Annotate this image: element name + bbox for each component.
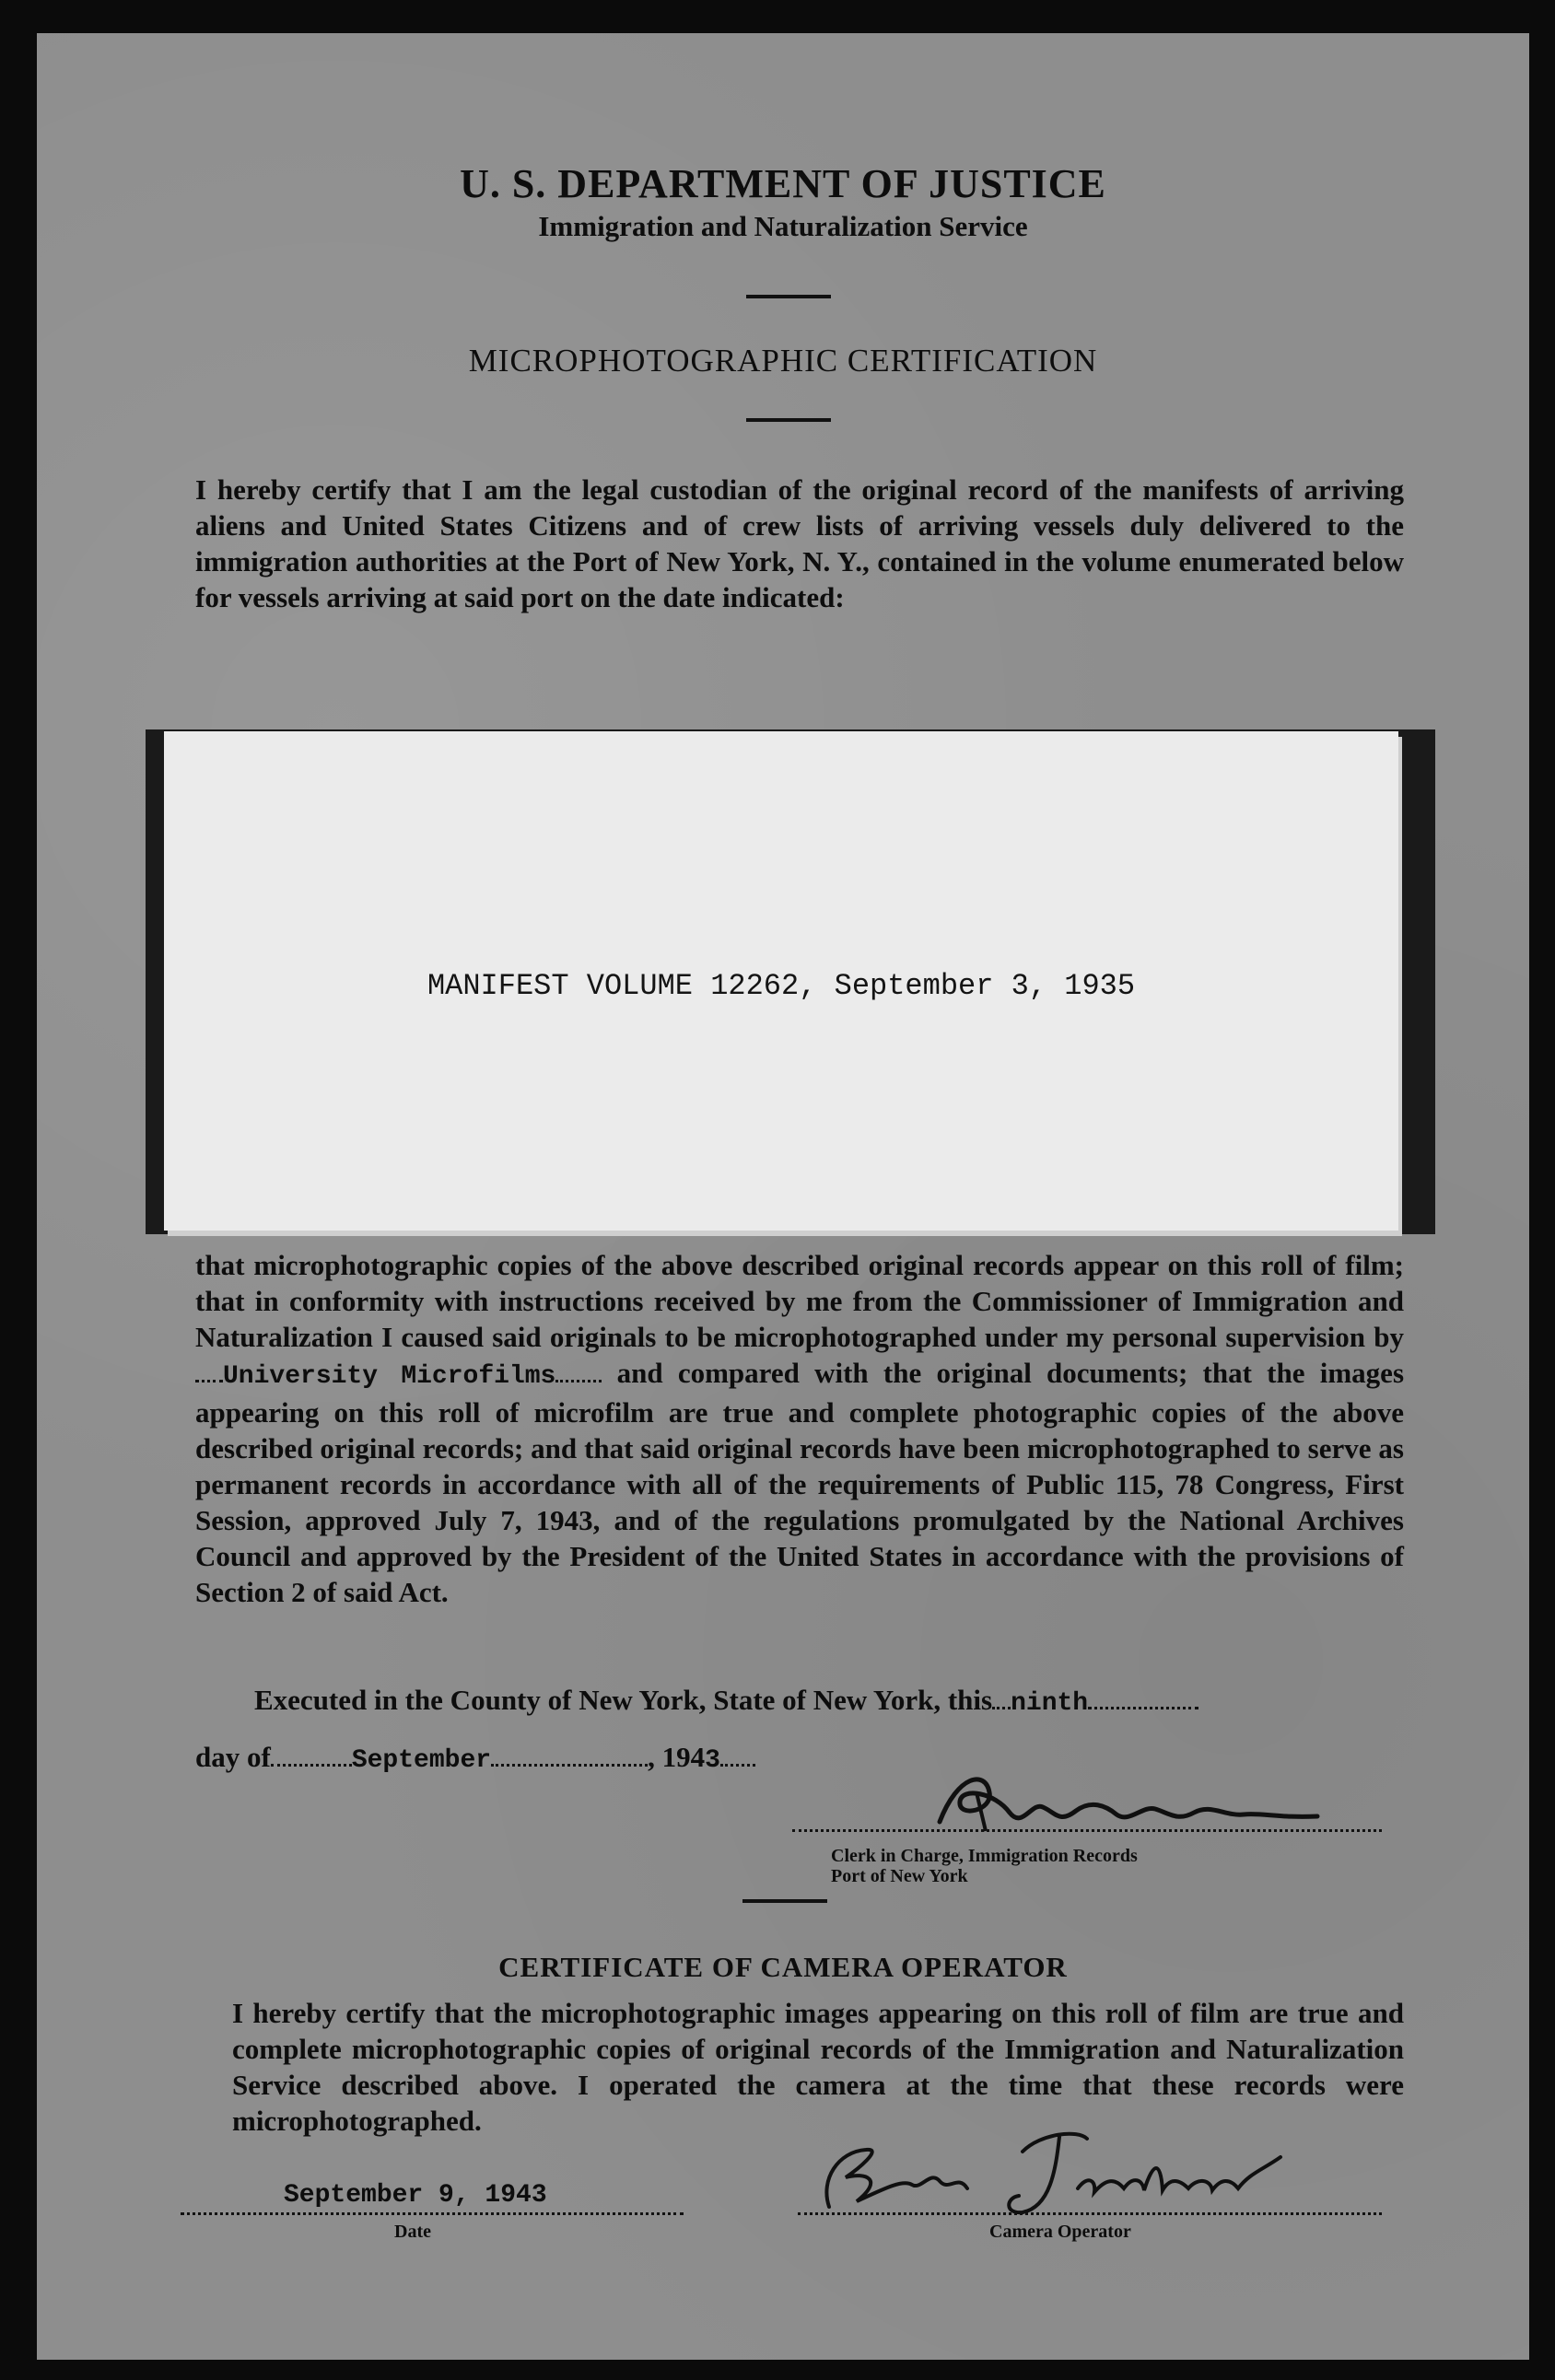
date-label: Date: [394, 2222, 431, 2242]
camera-operator-signature: [801, 2124, 1317, 2225]
body-text-part2: and compared with the original documents; that the images appearing on this roll of microfilm are true and complete photographic copies of the above described original records; and that said original records have been microphotographed to serve as permanent records in accordance with all of the requirements of Public 115, 78 Congress, First Session, approved July 7, 1943, and of the regulations promulgated by the National Archives Council and approved by the President of the United States in accordance with the provisions of Section 2 of said Act.: [195, 1357, 1405, 1608]
microfilm-company: University Microfilms: [223, 1362, 556, 1391]
camera-operator-label: Camera Operator: [989, 2222, 1131, 2242]
day-of-label: day of: [195, 1741, 271, 1773]
service-subheading: Immigration and Naturalization Service: [538, 210, 1028, 242]
camera-operator-paragraph: I hereby certify that the microphotographic images appearing on this roll of film are true and complete microphotographic copies of original records of the Immigration and Naturalization Service described above. I operated the camera at the time that these records were microphotographed.: [232, 1997, 1404, 2137]
clerk-signature-line: [792, 1829, 1382, 1832]
execution-line: [254, 1682, 1198, 1722]
execution-date-line: [195, 1739, 755, 1779]
body-text-part1: that microphotographic copies of the above described original records appear on this roll of film; that in conformity with instructions received by me from the Commissioner of Immigration and Naturalization I caused said originals to be microphotographed under my personal supervision by: [195, 1249, 1404, 1353]
execution-day: ninth: [1011, 1689, 1089, 1718]
divider-rule: [742, 1899, 827, 1903]
manifest-label: MANIFEST VOLUME 12262, September 3, 1935: [427, 969, 1136, 1003]
certification-title: MICROPHOTOGRAPHIC CERTIFICATION: [468, 343, 1098, 379]
clerk-title-line1: Clerk in Charge, Immigration Records: [831, 1846, 1138, 1866]
year-digit: 3: [705, 1746, 720, 1775]
clerk-title: [831, 1846, 1138, 1886]
fill-line: [720, 1740, 755, 1767]
execution-text: Executed in the County of New York, State of New York, this: [254, 1684, 993, 1716]
divider-rule: [746, 418, 831, 422]
manifest-card: [164, 731, 1398, 1231]
body-paragraph: [195, 1247, 1404, 1610]
fill-line: [195, 1356, 223, 1382]
fill-line: [1088, 1683, 1198, 1709]
clerk-signature: [921, 1765, 1354, 1848]
intro-paragraph: I hereby certify that I am the legal custodian of the original record of the manifests of arriving aliens and United States Citizens and of crew lists of arriving vessels duly delivered to the immigration authorities at the Port of New York, N. Y., contained in the volume enumerated below for vessels arriving at said port on the date indicated:: [195, 473, 1404, 613]
execution-month: September: [351, 1746, 492, 1775]
operator-date: September 9, 1943: [284, 2181, 547, 2210]
year-prefix: , 194: [648, 1741, 706, 1773]
date-line: [181, 2212, 684, 2215]
fill-line: [271, 1740, 352, 1767]
fill-line: [992, 1683, 1011, 1709]
signature-line: [798, 2212, 1382, 2215]
fill-line: [491, 1740, 648, 1767]
certificate-page: [37, 33, 1529, 2360]
camera-operator-heading: CERTIFICATE OF CAMERA OPERATOR: [498, 1951, 1068, 1983]
department-heading: U. S. DEPARTMENT OF JUSTICE: [460, 161, 1106, 206]
fill-line: [555, 1356, 602, 1382]
clerk-title-line2: Port of New York: [831, 1866, 968, 1886]
divider-rule: [746, 295, 831, 298]
